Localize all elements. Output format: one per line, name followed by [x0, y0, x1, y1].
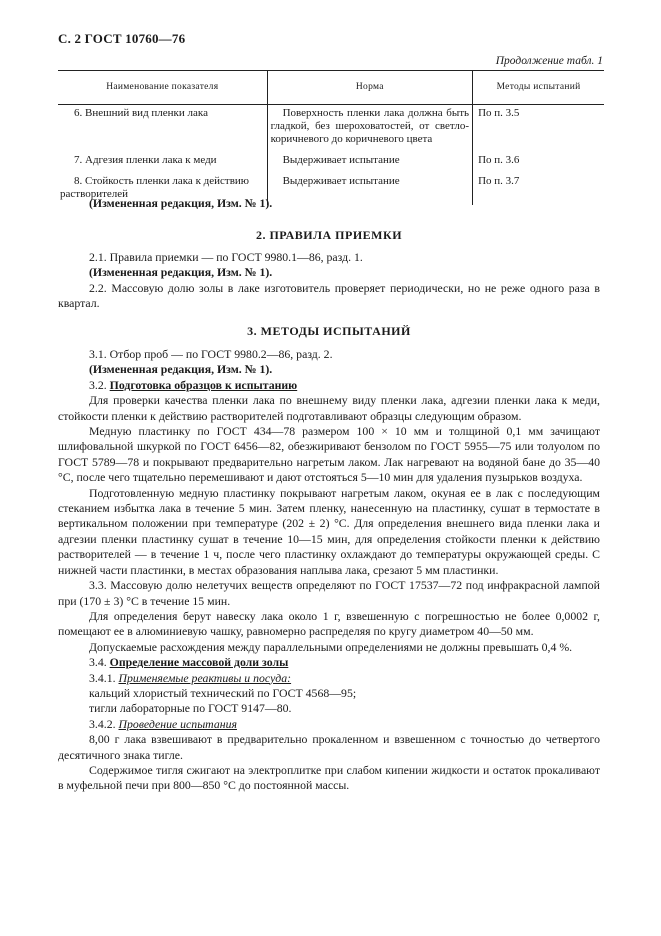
specs-table — [58, 70, 604, 205]
para-3-1: 3.1. Отбор проб — по ГОСТ 9980.2—86, разд. 2. — [89, 347, 333, 361]
para-3-1-amendment: (Измененная редакция, Изм. № 1). — [89, 362, 273, 377]
table-row — [58, 152, 604, 173]
para-3-4-1-a: кальций хлористый технический по ГОСТ 4568—95; — [89, 685, 357, 700]
para-3-4-2-title: Проведение испытания — [118, 716, 237, 731]
para-2-1-amendment: (Измененная редакция, Изм. № 1). — [89, 265, 273, 280]
para-3-3: 3.3. Массовую долю нелетучих веществ определяют по ГОСТ 17537—72 под инфракрасной лампой при (170 ± 3) °С в течение 15 мин. — [58, 578, 600, 608]
para-3-4-2-a: 8,00 г лака взвешивают в предварительно прокаленном и взвешенном с точностью до четвертого десятичного знака тигле. — [58, 732, 600, 762]
table-continuation-label: Продолжение табл. 1 — [495, 55, 603, 67]
para-3-2-number: 3.2. — [89, 377, 107, 392]
para-3-4-1-heading — [58, 671, 600, 686]
amendment-text: (Измененная редакция, Изм. № 1). — [89, 196, 273, 210]
para-3-2-title: Подготовка образцов к испытанию — [109, 377, 298, 392]
para-3-4-2-number: 3.4.2. — [89, 716, 116, 731]
section-3-title: 3. МЕТОДЫ ИСПЫТАНИЙ — [247, 324, 411, 338]
cell-norm: Выдерживает испытание — [267, 152, 473, 173]
col-header-norm: Норма — [267, 71, 473, 105]
para-3-4-2-b: Содержимое тигля сжигают на электроплитке при слабом кипении жидкости и остаток прокаливают в муфельной печи при 800—850 °С до постоянной массы. — [58, 762, 600, 793]
amendment-note-1 — [58, 196, 600, 211]
section-2-body — [58, 250, 600, 312]
cell-indicator: 8. Стойкость пленки лака к действию растворителей — [58, 173, 267, 205]
col-header-methods: Методы испытаний — [473, 71, 604, 105]
para-3-4-1-b: тигли лабораторные по ГОСТ 9147—80. — [89, 701, 292, 716]
section-2-title: 2. ПРАВИЛА ПРИЕМКИ — [255, 228, 403, 242]
para-3-4-number: 3.4. — [89, 655, 107, 670]
para-3-3-c: Допускаемые расхождения между параллельными определениями не должны превышать 0,4 %. — [89, 639, 573, 654]
para-3-4-1-number: 3.4.1. — [89, 670, 116, 685]
table-row — [58, 105, 604, 153]
section-3-body — [58, 347, 600, 794]
para-3-2-c: Подготовленную медную пластинку покрывают нагретым лаком, окуная ее в лак с последующим стеканием избытка лака в течение 5 мин. Затем пленку, нанесенную на пластинку, сушат в термостате в вертикальном положении при температуре (202 ± 2) °С. Для определения внешнего вида пленки лака и адгезии пленки пластинку сушат в течение 10—15 мин, для определения стойкости пленки к действию растворителей — в течение 1 ч, после чего пластинку охлаждают до температуры окружающей среды. С нижней части пластинки, в местах образования наплыва лака, срезают 5 мм пластинки. — [58, 485, 600, 577]
para-3-4-2-heading — [58, 717, 600, 732]
cell-method: По п. 3.6 — [478, 154, 520, 166]
para-2-2: 2.2. Массовую долю золы в лаке изготовитель проверяет периодически, но не реже одного раза в квартал. — [58, 280, 600, 311]
para-3-3-b: Для определения берут навеску лака около 1 г, взвешенную с погрешностью не более 0,0002 г, помещают ее в алюминиевую чашку, равномерно распределяя по кругу диаметром 40—50 мм. — [58, 608, 600, 639]
col-header-indicator: Наименование показателя — [58, 71, 267, 105]
para-3-2-heading — [58, 378, 600, 393]
cell-method: По п. 3.7 — [478, 175, 520, 187]
para-3-2-a: Для проверки качества пленки лака по внешнему виду пленки лака, адгезии пленки лака к меди, стойкости пленки к действию растворителей подготавливают образцы следующим образом. — [58, 393, 600, 423]
table-header-row — [58, 71, 604, 105]
para-3-4-1-title: Применяемые реактивы и посуда: — [118, 670, 292, 685]
page-header: С. 2 ГОСТ 10760—76 — [58, 31, 186, 46]
para-3-2-b: Медную пластинку по ГОСТ 434—78 размером 100 × 10 мм и толщиной 0,1 мм зачищают шлифовальной шкуркой по ГОСТ 6456—82, обезжиривают бензолом по ГОСТ 5955—75 или толуолом по ГОСТ 5789—78 и покрывают предварительно нагретым лаком. Лак нагревают на водяной бане до 35—40 °С, после чего тщательно перемешивают и дают отстояться 5—10 мин для удаления пузырьков воздуха. — [58, 424, 600, 485]
cell-indicator: 7. Адгезия пленки лака к меди — [58, 152, 267, 173]
cell-indicator: 6. Внешний вид пленки лака — [58, 105, 267, 153]
cell-method: По п. 3.5 — [478, 107, 520, 119]
para-3-4-heading — [58, 655, 600, 670]
para-2-1: 2.1. Правила приемки — по ГОСТ 9980.1—86, разд. 1. — [89, 250, 363, 264]
para-3-4-title: Определение массовой доли золы — [109, 655, 289, 670]
cell-norm: Выдерживает испытание — [267, 173, 473, 205]
cell-norm: Поверхность пленки лака должна быть гладкой, без шероховатостей, от светло-коричневого до коричневого цвета — [267, 105, 473, 153]
